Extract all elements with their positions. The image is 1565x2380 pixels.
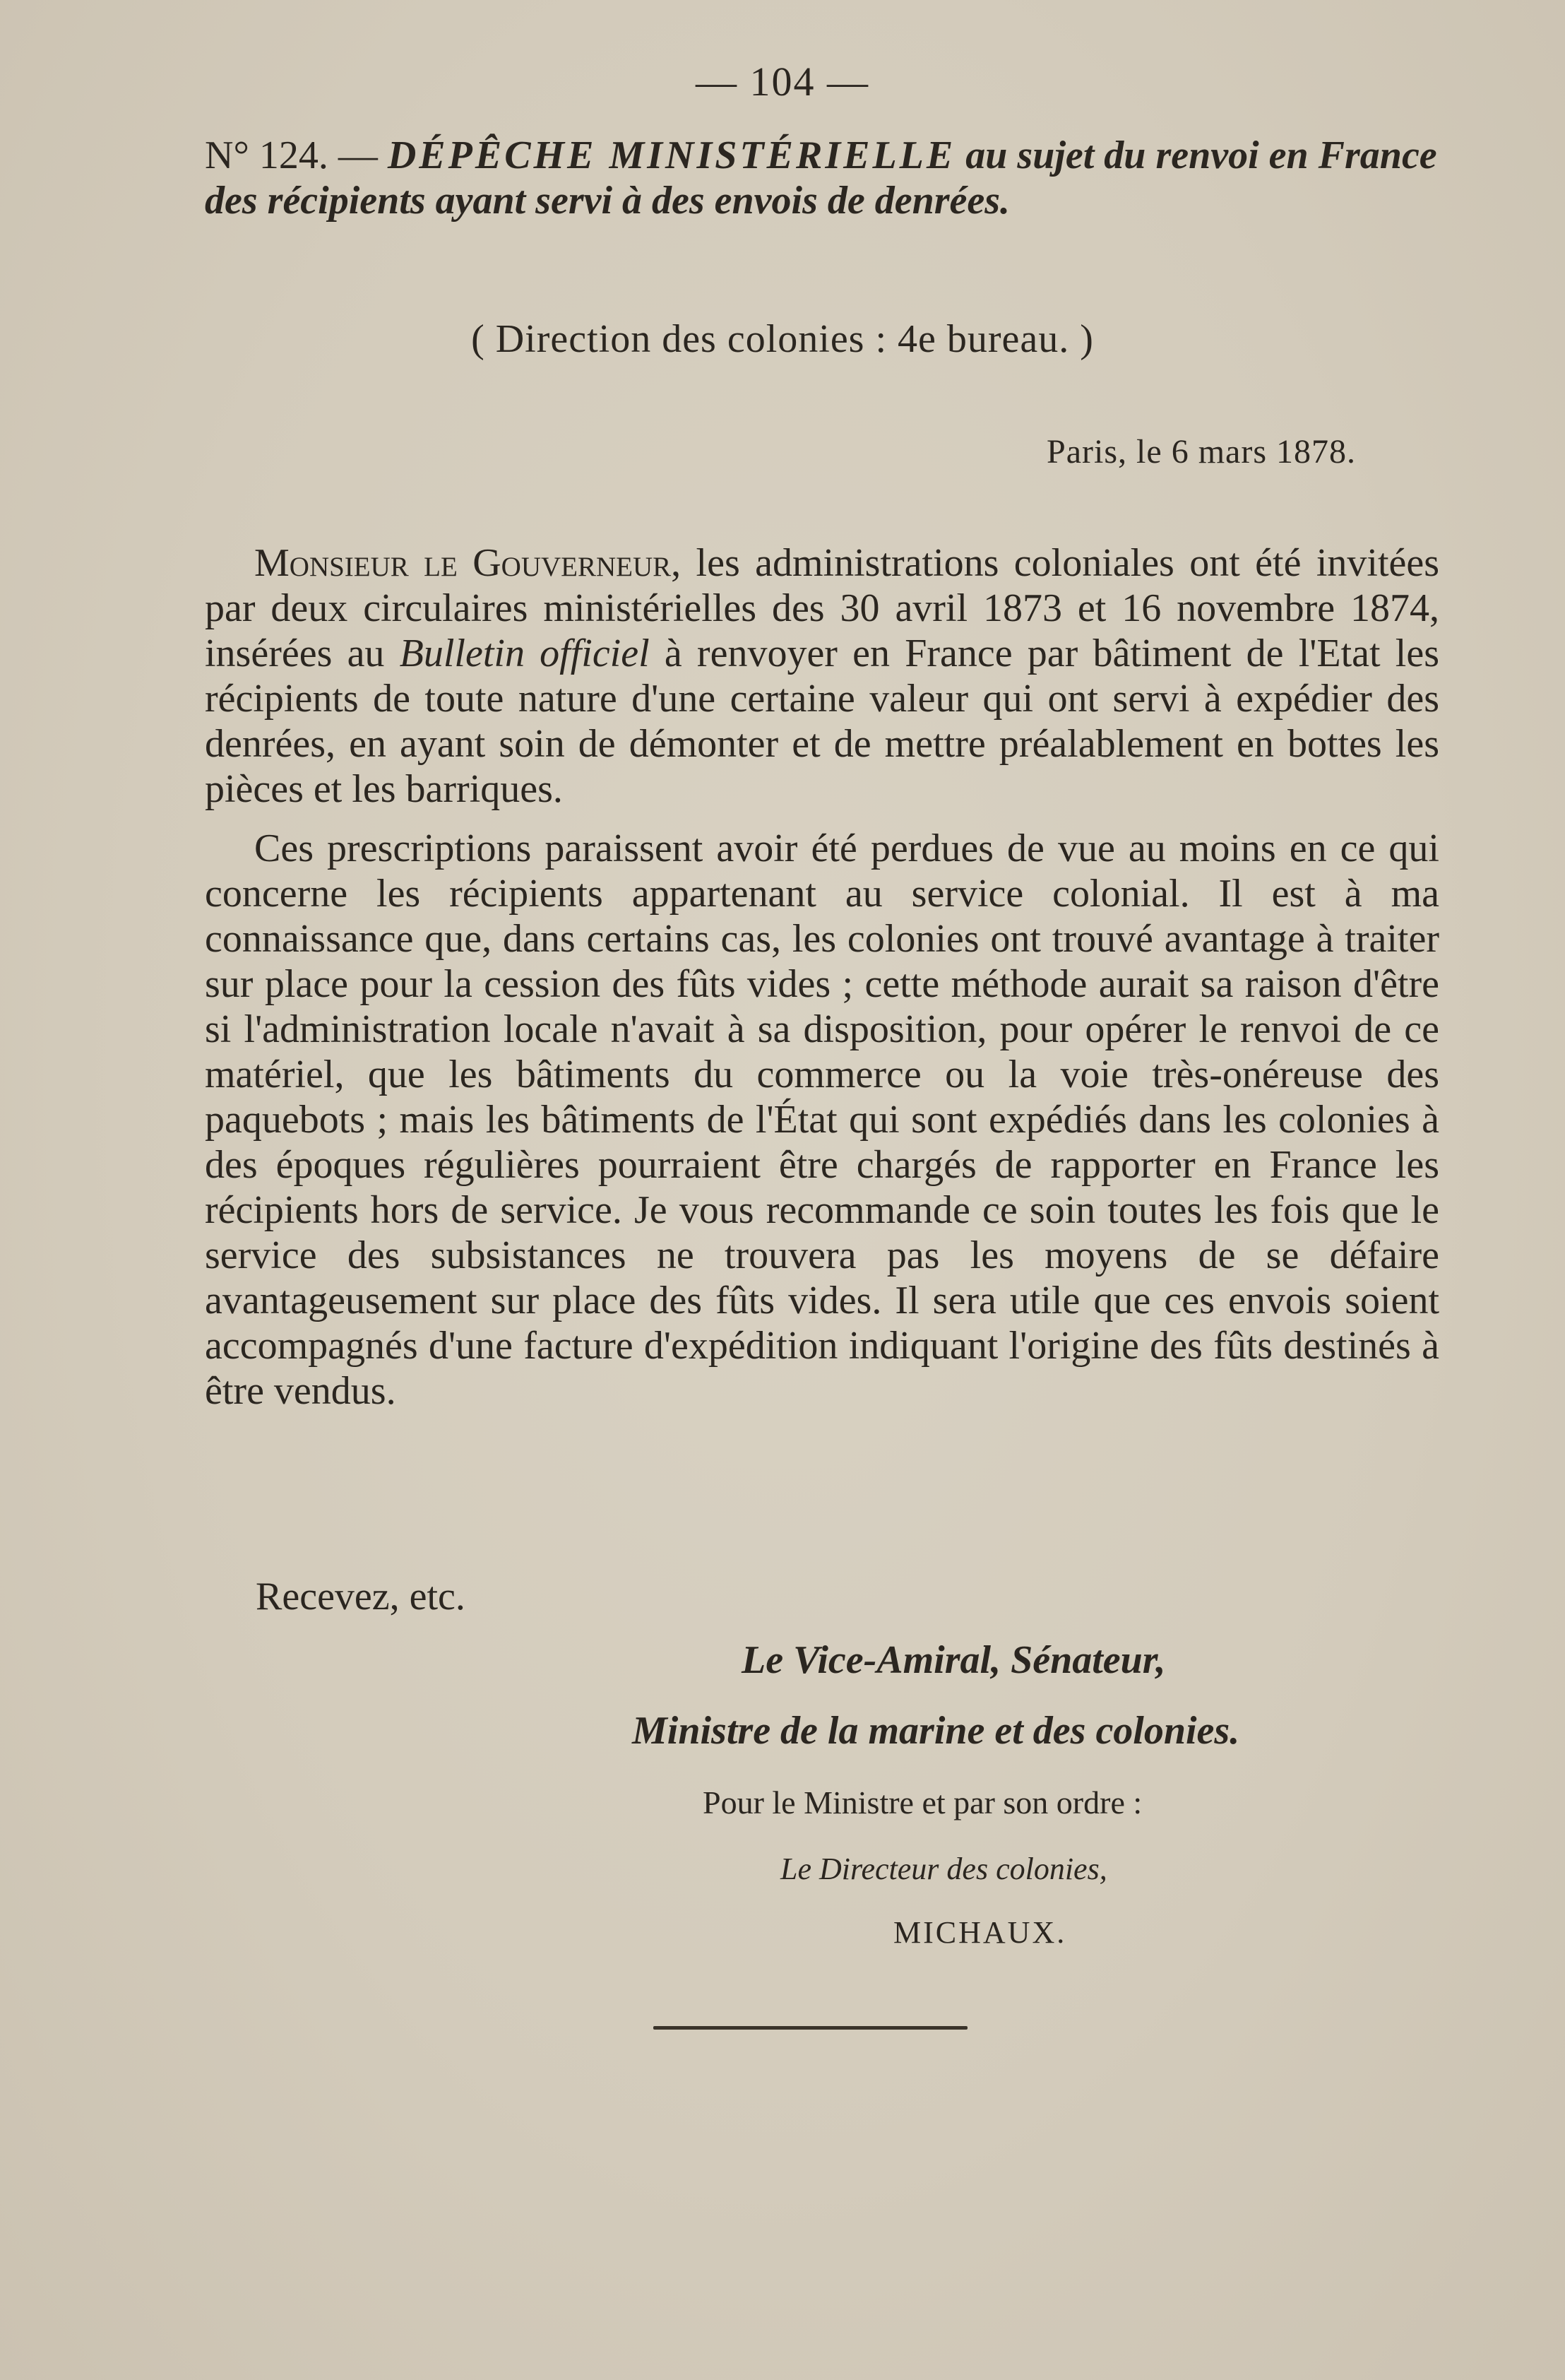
dispatch-title: DÉPÊCHE MINISTÉRIELLE (387, 134, 956, 177)
signature-name: MICHAUX. (893, 1915, 1067, 1950)
bulletin-reference: Bulletin officiel (399, 632, 650, 675)
paragraph-1-text: les administrations coloniales ont été invitées par deux circulaires ministérielles des 30 avril 1873 et 16 novembre 1874, insérées au (205, 541, 1439, 675)
direction-line: ( Direction des colonies : 4e bureau. ) (471, 317, 1094, 361)
paragraph-2: Ces prescriptions paraissent avoir été perdues de vue au moins en ce qui concerne les récipients appartenant au service colonial. Il est à ma connaissance que, dans certains cas, les colonies ont trouvé avantage à traiter sur place pour la cession des fûts vides ; cette méthode aurait sa raison d'être si l'administration locale n'avait à sa disposition, pour opérer le renvoi de ce matériel, que les bâtiments du commerce ou la voie très-onéreuse des paquebots ; mais les bâtiments de l'État qui sont expédiés dans les colonies à des époques régulières pourraient être chargés de rapporter en France les récipients hors de service. Je vous recommande ce soin toutes les fois que le service des subsistances ne trouvera pas les moyens de se défaire avantageusement sur place des fûts vides. Il sera utile que ces envois soient accompagnés d'une facture d'expédition indiquant l'origine des fûts destinés à être vendus. (205, 827, 1439, 1413)
dispatch-heading (205, 133, 1439, 223)
dateline: Paris, le 6 mars 1878. (1047, 433, 1356, 470)
paragraph-1 (205, 540, 1439, 812)
closing-line: Recevez, etc. (256, 1575, 465, 1618)
signature-director: Le Directeur des colonies, (780, 1852, 1107, 1886)
dispatch-subject: au sujet du renvoi en France des récipients ayant servi à des envois de denrées. (205, 134, 1437, 223)
salutation: Monsieur le Gouverneur, (254, 541, 682, 585)
letter-body (205, 540, 1439, 1428)
paragraph-1-end: à renvoyer en France par bâtiment de l'Etat les récipients de toute nature d'une certaine valeur qui ont servi à expédier des denrées, en ayant soin de démonter et de mettre préalablement en bottes les pièces et les barriques. (205, 632, 1439, 811)
dispatch-number: N° 124. — (205, 134, 388, 177)
signature-order: Pour le Ministre et par son ordre : (703, 1784, 1143, 1820)
page-number: — 104 — (696, 59, 869, 105)
signature-ministry: Ministre de la marine et des colonies. (632, 1709, 1240, 1753)
end-rule (653, 2026, 968, 2030)
signature-title: Le Vice-Amiral, Sénateur, (742, 1638, 1166, 1682)
